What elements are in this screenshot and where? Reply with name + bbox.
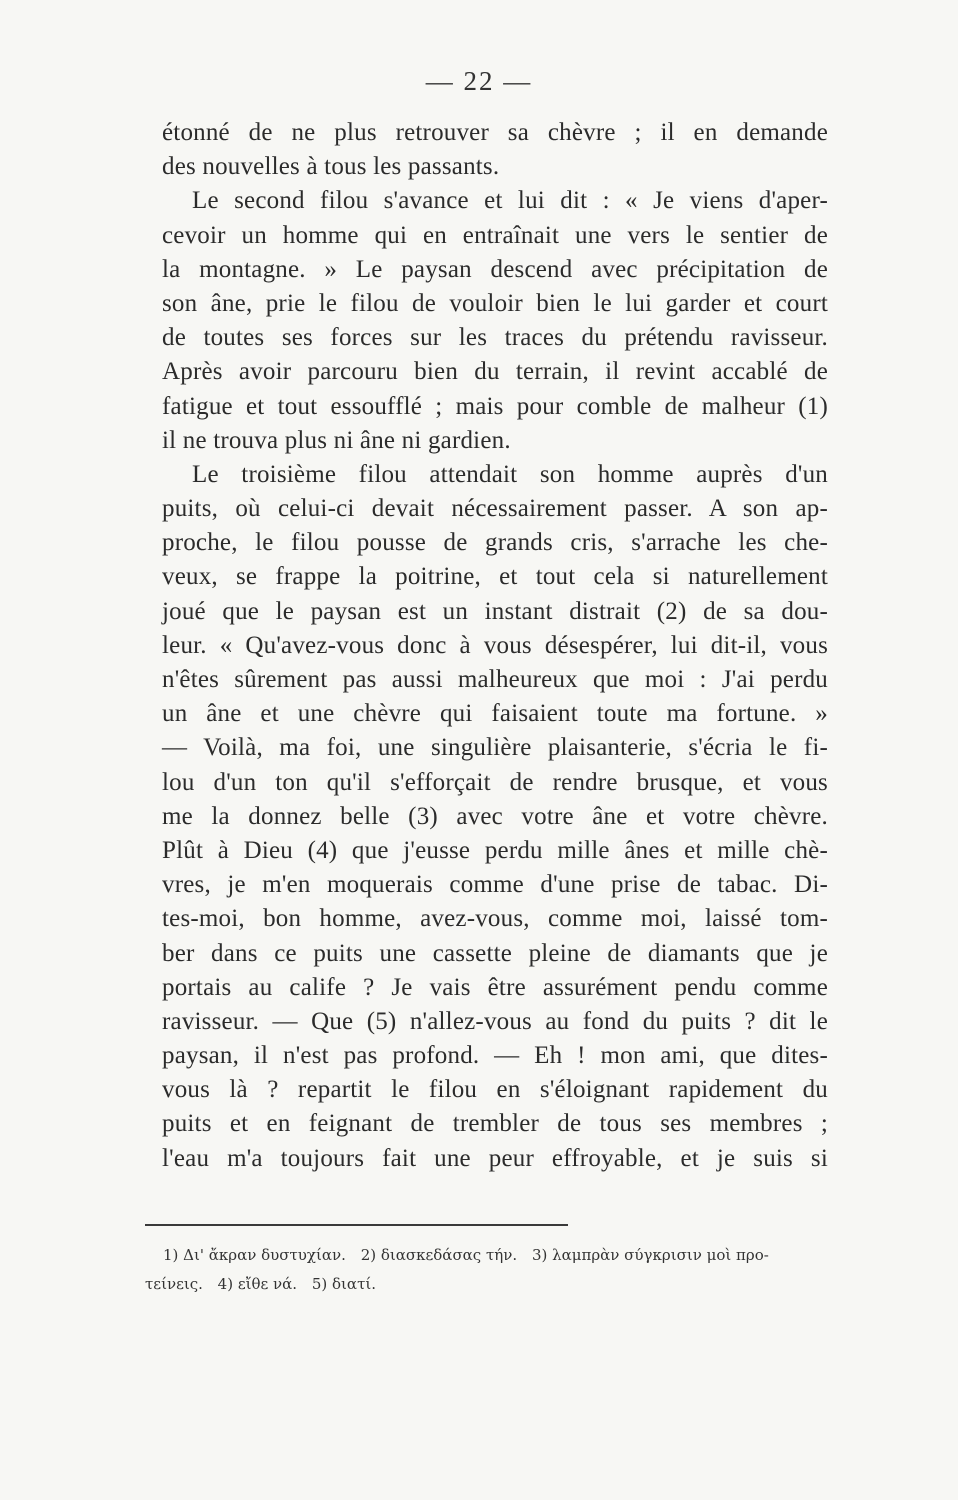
- text-line: la montagne. » Le paysan descend avec précipitation de: [162, 255, 828, 283]
- footnote-5: 5) διατί.: [311, 1275, 377, 1293]
- text-line: puits et en feignant de trembler de tous ses membres ;: [162, 1110, 828, 1138]
- text-line: me la donnez belle (3) avec votre âne et votre chèvre.: [162, 802, 828, 830]
- text-line: de toutes ses forces sur les traces du prétendu ravisseur.: [162, 324, 828, 352]
- text-line: paysan, il n'est pas profond. — Eh ! mon ami, que dites-: [162, 1042, 828, 1070]
- text-line: étonné de ne plus retrouver sa chèvre ; il en demande: [162, 119, 828, 146]
- text-line: son âne, prie le filou de vouloir bien le lui garder et court: [162, 289, 828, 317]
- text-line: Le troisième filou attendait son homme auprès d'un: [192, 460, 828, 488]
- text-line: ravisseur. — Que (5) n'allez-vous au fond du puits ? dit le: [162, 1007, 828, 1035]
- text-line: Après avoir parcouru bien du terrain, il revint accablé de: [162, 358, 828, 386]
- body-text: [162, 116, 828, 1176]
- text-line: Le second filou s'avance et lui dit : « Je viens d'aper-: [192, 187, 828, 215]
- text-line: proche, le filou pousse de grands cris, s'arrache les che-: [162, 529, 828, 557]
- text-line: vous là ? repartit le filou en s'éloignant rapidement du: [162, 1076, 828, 1104]
- text-line: un âne et une chèvre qui faisaient toute ma fortune. »: [162, 700, 828, 728]
- footnote-4: 4) εἴθε νά.: [217, 1275, 298, 1293]
- text-line: leur. « Qu'avez-vous donc à vous désespérer, lui dit-il, vous: [162, 631, 828, 659]
- text-line: il ne trouva plus ni âne ni gardien.: [162, 426, 511, 454]
- text-line: joué que le paysan est un instant distrait (2) de sa dou-: [162, 597, 828, 625]
- footnote-3: 3) λαμπρὰν σύγκρισιν μοὶ προ-: [531, 1246, 769, 1264]
- text-line: n'êtes sûrement pas aussi malheureux que moi : J'ai perdu: [162, 666, 828, 693]
- footnote-line: [145, 1241, 835, 1270]
- footnotes: [145, 1241, 835, 1299]
- footnote-divider: [145, 1224, 568, 1226]
- footnote-2: 2) διασκεδάσας τήν.: [360, 1246, 518, 1264]
- text-line: fatigue et tout essoufflé ; mais pour comble de malheur (1): [162, 392, 828, 420]
- text-line: lou d'un ton qu'il s'efforçait de rendre brusque, et vous: [162, 768, 828, 796]
- text-line: l'eau m'a toujours fait une peur effroyable, et je suis si: [162, 1144, 828, 1172]
- footnote-line: [145, 1270, 835, 1299]
- text-line: Plût à Dieu (4) que j'eusse perdu mille ânes et mille chè-: [162, 836, 828, 864]
- text-line: des nouvelles à tous les passants.: [162, 153, 500, 181]
- text-line: ber dans ce puits une cassette pleine de diamants que je: [162, 939, 828, 967]
- page-number: — 22 —: [425, 66, 533, 96]
- text-line: portais au calife ? Je vais être assurément pendu comme: [162, 973, 828, 1001]
- footnote-1: 1) Δι' ἄκραν δυστυχίαν.: [163, 1246, 346, 1264]
- text-line: — Voilà, ma foi, une singulière plaisanterie, s'écria le fi-: [162, 734, 828, 762]
- footnote-3-continued: τείνεις.: [145, 1275, 203, 1293]
- text-line: cevoir un homme qui en entraînait une vers le sentier de: [162, 221, 828, 249]
- text-line: veux, se frappe la poitrine, et tout cela si naturellement: [162, 563, 828, 591]
- text-line: vres, je m'en moquerais comme d'une prise de tabac. Di-: [162, 871, 828, 899]
- text-line: puits, où celui-ci devait nécessairement passer. A son ap-: [162, 495, 828, 523]
- text-line: tes-moi, bon homme, avez-vous, comme moi, laissé tom-: [162, 905, 828, 933]
